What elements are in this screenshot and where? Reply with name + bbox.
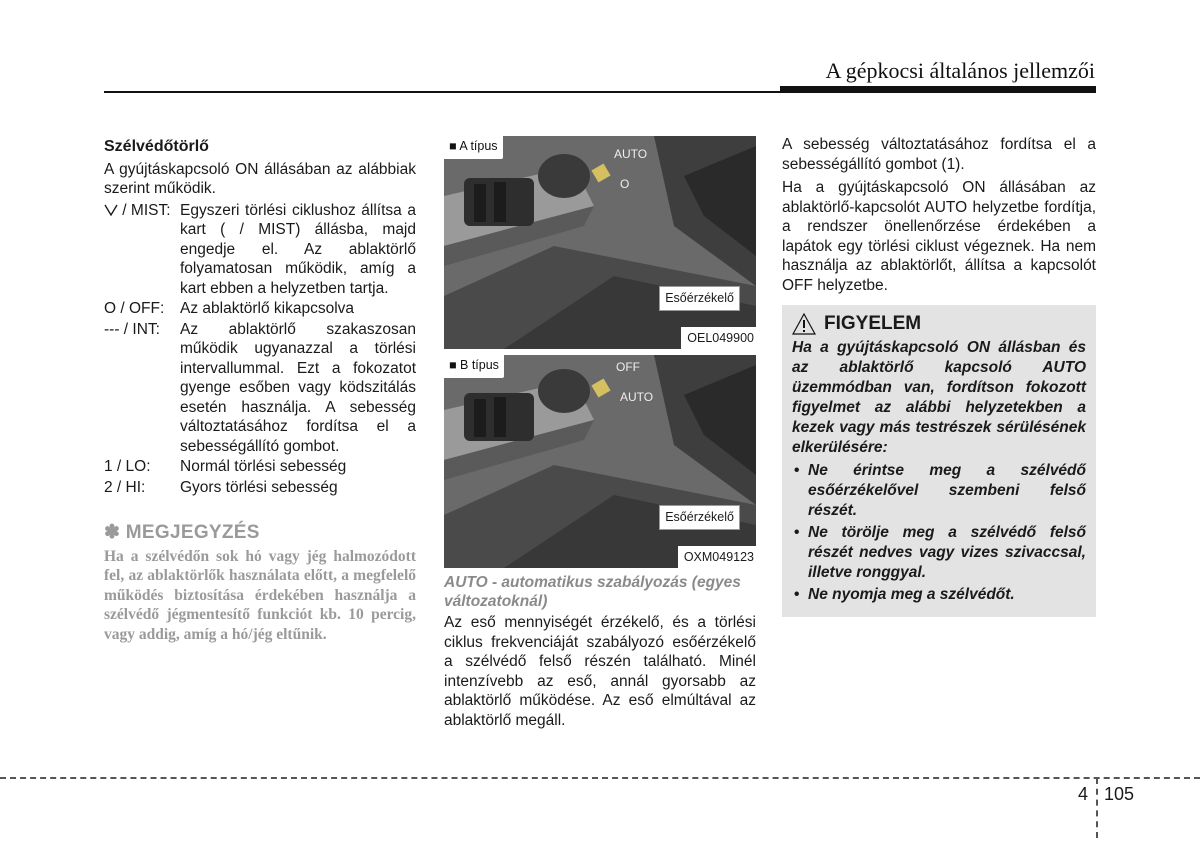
figure-type-b [444,355,756,568]
running-header: A gépkocsi általános jellemzői [825,58,1095,83]
intro-paragraph: A gyújtáskapcsoló ON állásában az alábbiak szerint működik. [104,160,416,197]
figure-caption: AUTO - automatikus szabályozás (egyes változatoknál) [444,574,741,610]
right-column [782,135,1096,617]
left-column [104,137,416,644]
figure-type-label: ■ A típus [444,136,503,159]
auto-paragraph: Ha a gyújtáskapcsoló ON állásában az ablaktörlő-kapcsolót AUTO helyzetbe fordítja, a rendszer önellenőrzése érdekében a lapátok egy törlési ciklust végeznek. Ha nem használja az ablaktörlőt, állítsa a kapcsolót OFF helyzetbe. [782,179,1096,294]
figure-type-label: ■ B típus [444,355,504,378]
warning-header [792,313,1086,335]
svg-text:OFF: OFF [616,360,640,374]
list-definition: Normál törlési sebesség [180,458,347,475]
warning-triangle-icon [792,313,816,335]
list-term: O / OFF: [104,300,165,317]
warning-text: Ha a gyújtáskapcsoló ON állásban és az ablaktörlő kapcsoló AUTO üzemmódban van, fordítson fokozott figyelmet az alábbi helyzetekben a kezek vagy más testrészek sérülésének elkerülésére: [792,339,1086,456]
warning-bullet: • Ne nyomja meg a szélvédőt. [792,585,1086,605]
wiper-positions-list [104,201,416,498]
note-title: ✽ MEGJEGYZÉS [104,522,260,543]
svg-text:AUTO: AUTO [620,390,654,404]
list-definition: Az ablaktörlő kikapcsolva [180,300,355,317]
svg-text:O: O [620,177,630,191]
list-item [104,320,416,457]
page-number: 105 [1104,784,1135,804]
warning-bullet: • Ne törölje meg a szélvédő felső részét nedves vagy vizes szivaccsal, illetve ronggyal. [792,523,1086,583]
section-title: Szélvédőtörlő [104,138,209,155]
list-item [104,299,416,319]
list-item [104,478,416,498]
wiper-stalk-photo-b [444,355,756,568]
warning-list [792,461,1086,605]
list-term: 2 / HI: [104,478,146,496]
chapter-number: 4 [1078,784,1089,804]
rain-sensor-label: Esőérzékelő [659,286,740,312]
wiper-stalk-photo-a [444,136,756,349]
middle-column [444,136,756,732]
figure-code: OEL049900 [681,327,756,350]
footer-divider [1096,778,1098,838]
svg-text:AUTO: AUTO [614,147,648,161]
figure-code: OXM049123 [678,546,756,569]
list-item [104,201,416,299]
list-item [104,457,416,477]
warning-title: FIGYELEM [824,313,922,335]
warning-box [782,305,1096,617]
list-definition: Gyors törlési sebesség [180,478,338,496]
footer-rule [0,777,1200,779]
list-definition: Az ablaktörlő szakaszosan működik ugyanazzal a törlési intervallummal. Ezt a fokozatot gyenge esőben vagy ködszitálás esetén használja. A sebesség változtatásához fordítsa el a sebességállító gombot. [180,320,416,455]
list-term: / MIST: [104,201,180,221]
list-term: 1 / LO: [104,458,151,475]
note-text: Ha a szélvédőn sok hó vagy jég halmozódott fel, az ablaktörlők használata előtt, a megfelelő működés biztosítása érdekében használja a szélvédő jégmentesítő funkciót kb. 10 percig, vagy addig, amíg a hó/jég eltűnik. [104,547,416,643]
warning-bullet: • Ne érintse meg a szélvédő esőérzékelővel szembeni felső részét. [792,461,1086,521]
list-term: --- / INT: [104,320,160,338]
mist-v-icon [104,204,118,216]
rain-sensor-paragraph: Az eső mennyiségét érzékelő, és a törlési ciklus frekvenciáját szabályozó esőérzékelő a szélvédő felső részén található. Minél intenzívebb az eső, annál gyorsabb az ablaktörlő működése. Az eső elmúltával az ablaktörlő megáll. [444,614,756,729]
list-definition: Egyszeri törlési ciklushoz állítsa a kart ( / MIST) állásba, majd engedje el. Az ablaktörlő folyamatosan működik, amíg a kart ebben a helyzetben tartja. [180,201,416,297]
rain-sensor-label: Esőérzékelő [659,505,740,531]
speed-paragraph: A sebesség változtatásához fordítsa el a sebességállító gombot (1). [782,136,1096,173]
header-rule [104,91,1096,93]
figure-type-a [444,136,756,349]
